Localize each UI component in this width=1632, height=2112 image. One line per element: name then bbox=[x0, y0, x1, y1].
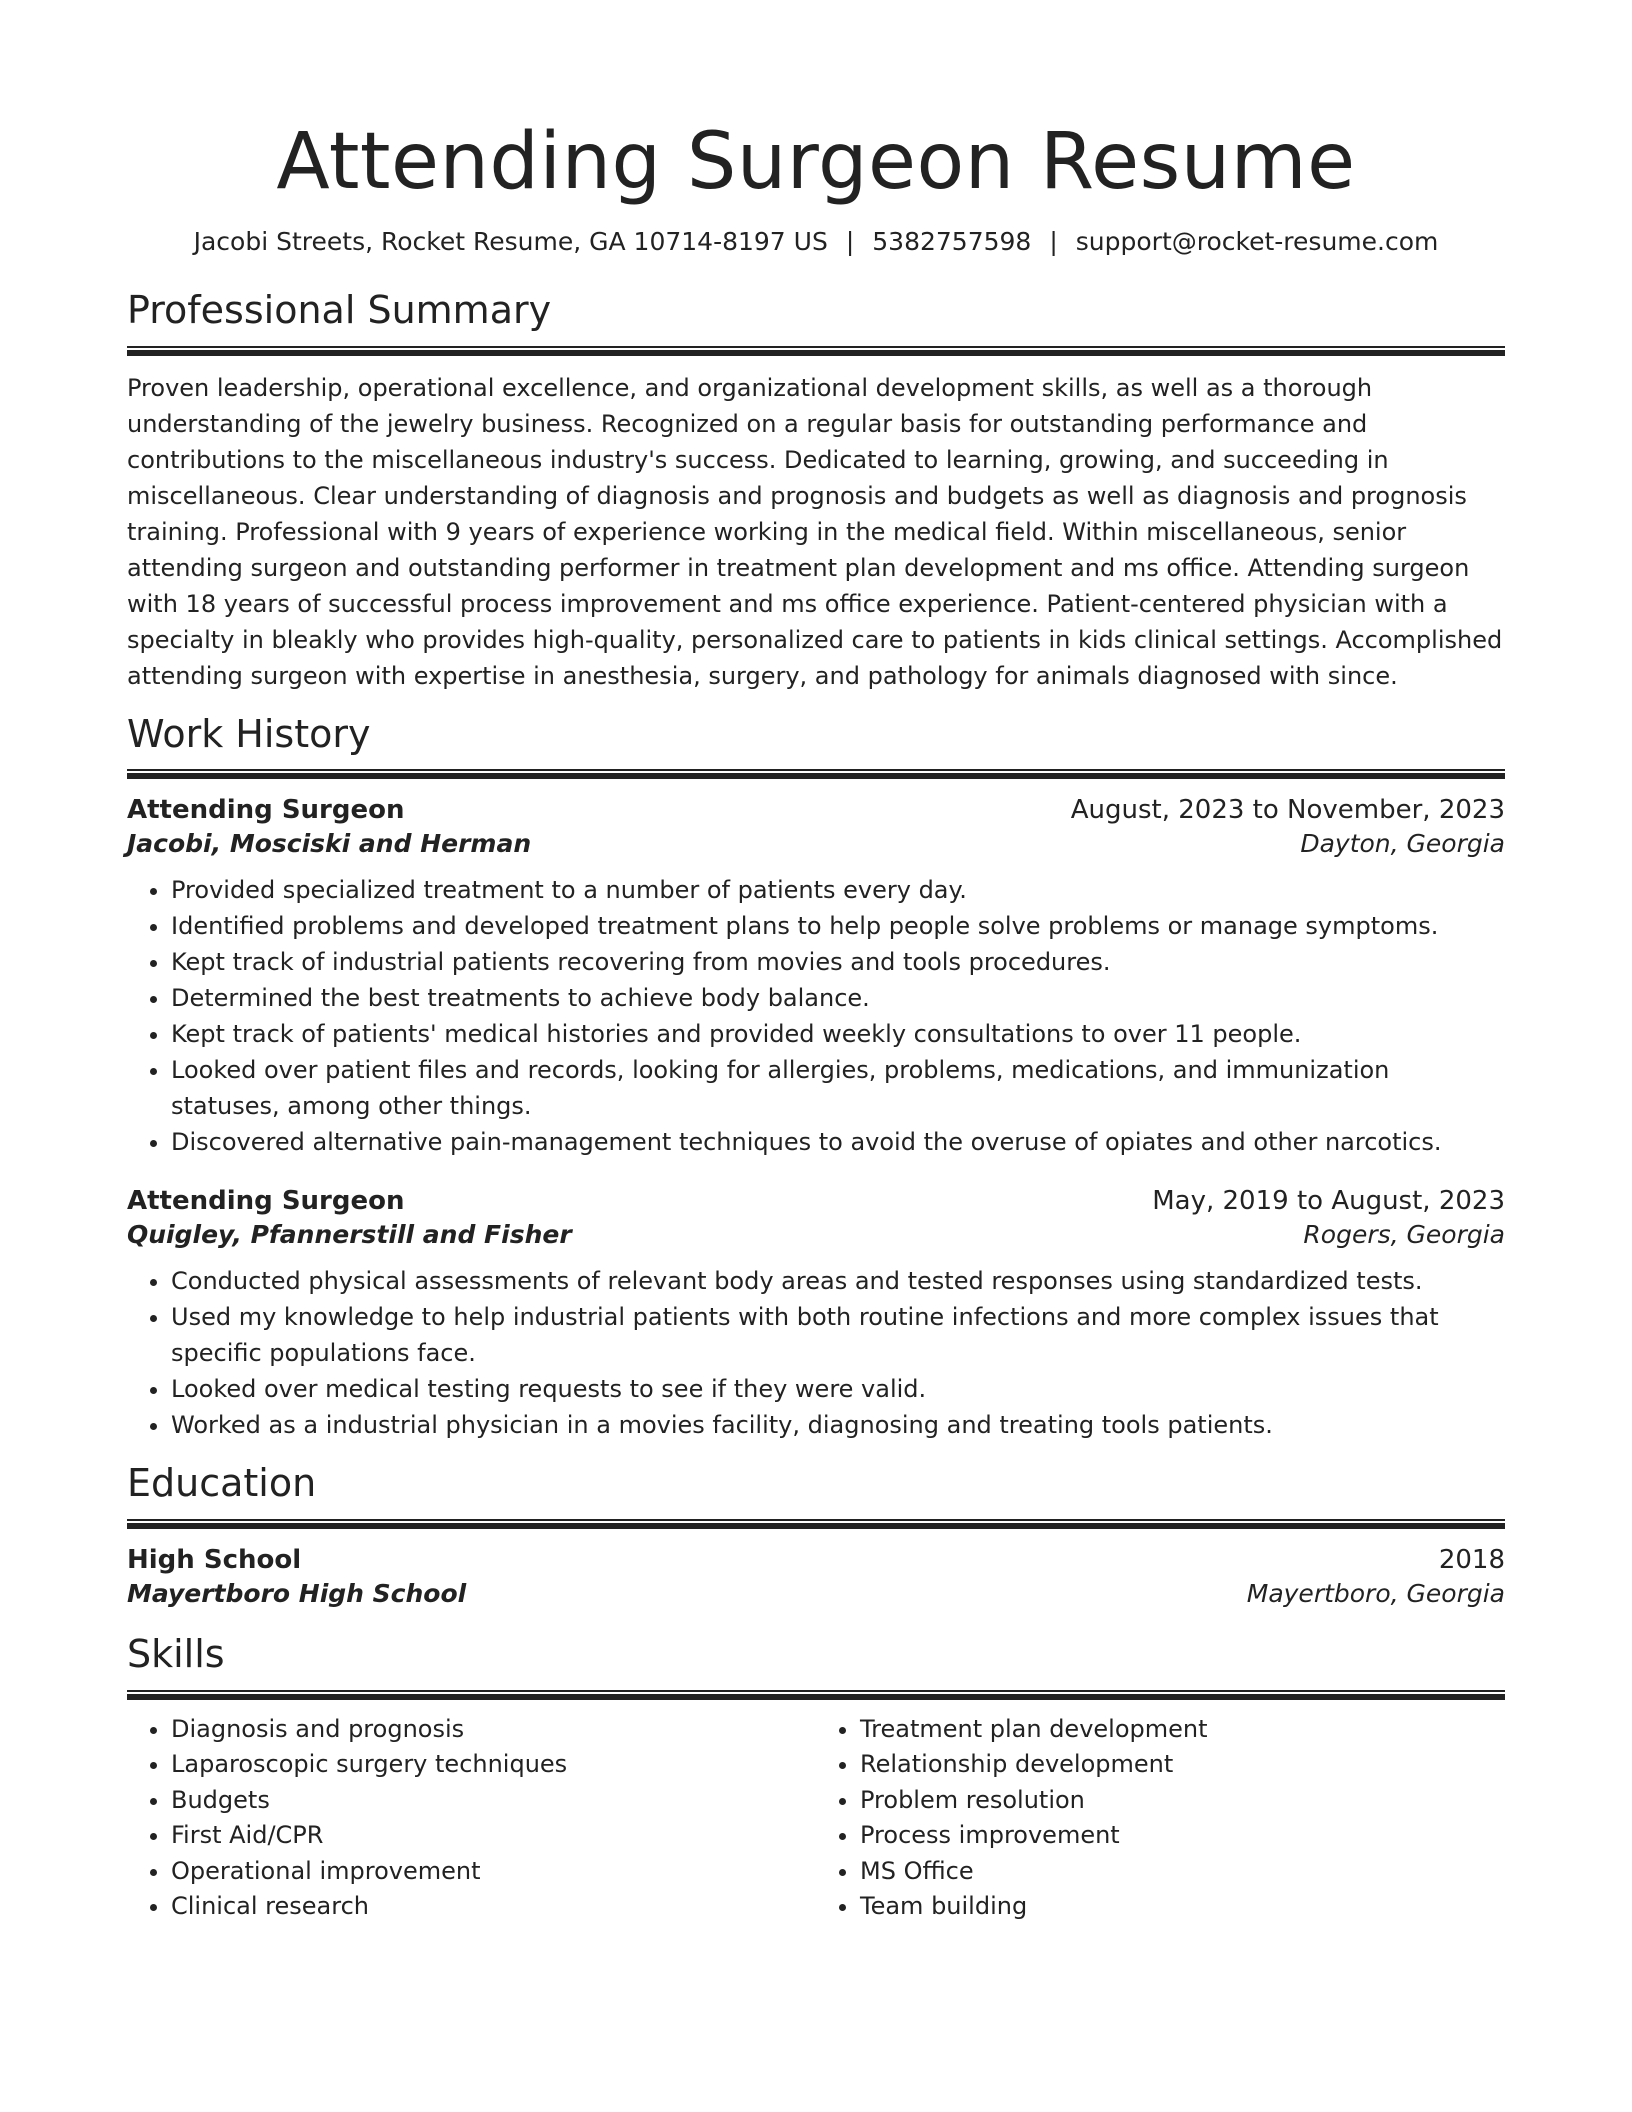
skill-item: • MS Office bbox=[860, 1854, 1505, 1890]
list-item: • Determined the best treatments to achieve body balance. bbox=[171, 980, 1505, 1016]
job-entry bbox=[127, 795, 1505, 1160]
list-item: • Worked as a industrial physician in a movies facility, diagnosing and treating tools patients. bbox=[171, 1407, 1505, 1443]
job-bullets bbox=[127, 872, 1505, 1160]
section-heading: Professional Summary bbox=[127, 288, 552, 333]
job-dates: August, 2023 to November, 2023 bbox=[1070, 795, 1505, 826]
skill-item: • Process improvement bbox=[860, 1818, 1505, 1854]
section-divider bbox=[127, 1519, 1505, 1529]
skill-item: • Problem resolution bbox=[860, 1783, 1505, 1819]
skill-item: • Clinical research bbox=[171, 1889, 816, 1925]
contact-line bbox=[127, 226, 1505, 259]
job-location: Rogers, Georgia bbox=[1303, 1220, 1505, 1250]
section-heading: Education bbox=[127, 1461, 317, 1506]
skill-item: • Team building bbox=[860, 1889, 1505, 1925]
list-item: • Discovered alternative pain-management techniques to avoid the overuse of opiates and other narcotics. bbox=[171, 1124, 1505, 1160]
job-location: Dayton, Georgia bbox=[1300, 829, 1505, 859]
skill-item: • First Aid/CPR bbox=[171, 1818, 816, 1854]
list-item: • Looked over medical testing requests to see if they were valid. bbox=[171, 1371, 1505, 1407]
contact-separator: | bbox=[1049, 226, 1058, 256]
job-company: Quigley, Pfannerstill and Fisher bbox=[127, 1220, 572, 1250]
job-dates: May, 2019 to August, 2023 bbox=[1152, 1186, 1505, 1217]
contact-email: support@rocket-resume.com bbox=[1075, 226, 1439, 256]
skill-item: • Operational improvement bbox=[171, 1854, 816, 1890]
list-item: • Provided specialized treatment to a number of patients every day. bbox=[171, 872, 1505, 908]
list-item: • Kept track of patients' medical histories and provided weekly consultations to over 11 people. bbox=[171, 1016, 1505, 1052]
job-entry bbox=[127, 1186, 1505, 1443]
page-title: Attending Surgeon Resume bbox=[276, 117, 1356, 207]
skills-right-column bbox=[816, 1712, 1505, 1925]
contact-separator: | bbox=[845, 226, 855, 256]
list-item: • Used my knowledge to help industrial patients with both routine infections and more complex issues that specific populations face. bbox=[171, 1299, 1505, 1371]
section-divider bbox=[127, 346, 1505, 356]
section-education bbox=[127, 1461, 1505, 1608]
job-bullets bbox=[127, 1263, 1505, 1443]
education-degree: High School bbox=[127, 1544, 302, 1575]
contact-phone: 5382757598 bbox=[872, 226, 1032, 256]
section-skills bbox=[127, 1632, 1505, 1925]
section-work-history bbox=[127, 712, 1505, 1444]
section-heading: Skills bbox=[127, 1631, 225, 1676]
job-company: Jacobi, Mosciski and Herman bbox=[127, 829, 532, 859]
contact-address: Jacobi Streets, Rocket Resume, GA 10714-8197 US bbox=[193, 226, 828, 256]
list-item: • Conducted physical assessments of relevant body areas and tested responses using standardized tests. bbox=[171, 1263, 1505, 1299]
skill-item: • Budgets bbox=[171, 1783, 816, 1819]
skills-left-column bbox=[127, 1712, 816, 1925]
education-location: Mayertboro, Georgia bbox=[1246, 1578, 1505, 1608]
skills-columns bbox=[127, 1712, 1505, 1925]
job-title: Attending Surgeon bbox=[127, 795, 405, 826]
list-item: • Looked over patient files and records, looking for allergies, problems, medications, and immunization statuses, among other things. bbox=[171, 1052, 1505, 1124]
education-year: 2018 bbox=[1438, 1544, 1505, 1575]
job-title: Attending Surgeon bbox=[127, 1186, 405, 1217]
skill-item: • Laparoscopic surgery techniques bbox=[171, 1747, 816, 1783]
section-heading: Work History bbox=[127, 711, 371, 756]
section-divider bbox=[127, 769, 1505, 779]
education-school: Mayertboro High School bbox=[127, 1578, 467, 1608]
list-item: • Identified problems and developed treatment plans to help people solve problems or manage symptoms. bbox=[171, 908, 1505, 944]
skill-item: • Diagnosis and prognosis bbox=[171, 1712, 816, 1748]
skill-item: • Treatment plan development bbox=[860, 1712, 1505, 1748]
summary-text: Proven leadership, operational excellence, and organizational development skills, as well as a thorough understanding of the jewelry business. Recognized on a regular basis for outstanding performance and contributions to the miscellaneous industry's success. Dedicated to learning, growing, and succeeding in miscellaneous. Clear understanding of diagnosis and prognosis and budgets as well as diagnosis and prognosis training. Professional with 9 years of experience working in the medical field. Within miscellaneous, senior attending surgeon and outstanding performer in treatment plan development and ms office. Attending surgeon with 18 years of successful process improvement and ms office experience. Patient-centered physician with a specialty in bleakly who provides high-quality, personalized care to patients in kids clinical settings. Accomplished attending surgeon with expertise in anesthesia, surgery, and pathology for animals diagnosed with since. bbox=[127, 373, 1503, 690]
skill-item: • Relationship development bbox=[860, 1747, 1505, 1783]
list-item: • Kept track of industrial patients recovering from movies and tools procedures. bbox=[171, 944, 1505, 980]
section-professional-summary bbox=[127, 288, 1505, 694]
section-divider bbox=[127, 1690, 1505, 1700]
